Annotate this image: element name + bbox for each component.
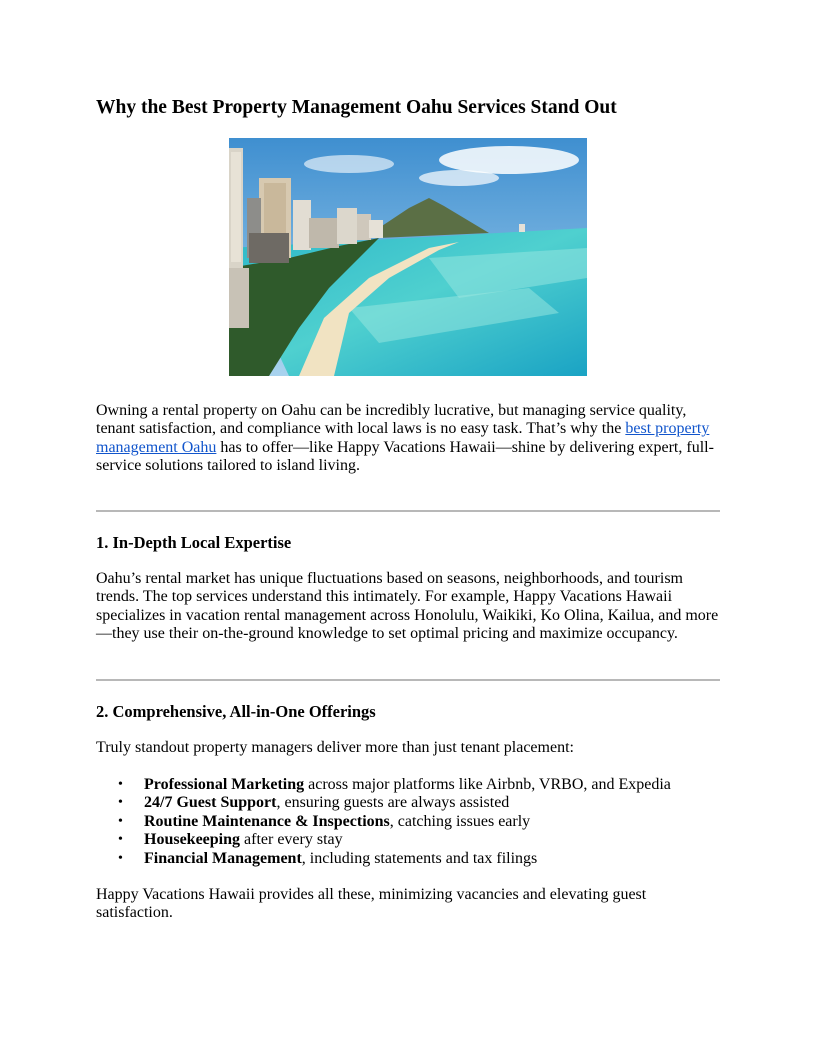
list-item-text: after every stay (240, 831, 343, 849)
intro-text-end: has to offer—like Happy Vacations Hawaii—shine by delivering expert, full-service solutions tailored to island living. (96, 438, 714, 475)
list-item (96, 776, 720, 794)
list-item-text: , catching issues early (389, 812, 531, 830)
list-item-bold: Financial Management (144, 849, 302, 867)
list-item-bold: Professional Marketing (144, 776, 305, 793)
section1-body: Oahu’s rental market has unique fluctuations based on seasons, neighborhoods, and tourism trends. The top services understand this intimately. For example, Happy Vacations Hawaii specializes in vacation rental management across Honolulu, Waikiki, Ko Olina, Kailua, and more—they use their on-the-ground knowledge to set optimal pricing and maximize occupancy. (96, 570, 719, 643)
list-item-text: across major platforms like Airbnb, VRBO, and Expedia (304, 776, 671, 793)
bullet-icon: • (118, 850, 123, 866)
offerings-list (96, 776, 720, 868)
bullet-icon: • (118, 777, 123, 792)
closing-paragraph: Happy Vacations Hawaii provides all these, minimizing vacancies and elevating guest satisfaction. (96, 886, 647, 922)
list-item (96, 794, 720, 812)
list-item (96, 831, 720, 849)
list-item (96, 813, 720, 831)
list-item-bold: 24/7 Guest Support (144, 794, 277, 812)
intro-text-start: Owning a rental property on Oahu can be incredibly lucrative, but managing service quality, tenant satisfaction, and compliance with local laws is no easy task. That’s why the (96, 402, 687, 438)
section-divider (96, 679, 720, 681)
hero-image (229, 138, 587, 376)
list-item-bold: Housekeeping (144, 831, 241, 849)
beach-photo-icon (229, 138, 587, 376)
bullet-icon: • (118, 795, 123, 811)
list-item (96, 850, 720, 868)
section-divider (96, 510, 720, 512)
best-property-management-link[interactable]: best property management Oahu (96, 420, 710, 456)
page-title: Why the Best Property Management Oahu Services Stand Out (96, 97, 617, 118)
bullet-icon: • (118, 832, 123, 848)
intro-paragraph (96, 402, 720, 476)
document-content (96, 96, 720, 922)
section2-lead: Truly standout property managers deliver more than just tenant placement: (96, 739, 574, 756)
bullet-icon: • (118, 813, 123, 829)
list-item-text: , ensuring guests are always assisted (276, 794, 510, 812)
list-item-text: , including statements and tax filings (301, 849, 538, 867)
section2-heading: 2. Comprehensive, All-in-One Offerings (96, 702, 376, 721)
list-item-bold: Routine Maintenance & Inspections (144, 812, 390, 830)
section1-heading: 1. In-Depth Local Expertise (96, 533, 292, 552)
